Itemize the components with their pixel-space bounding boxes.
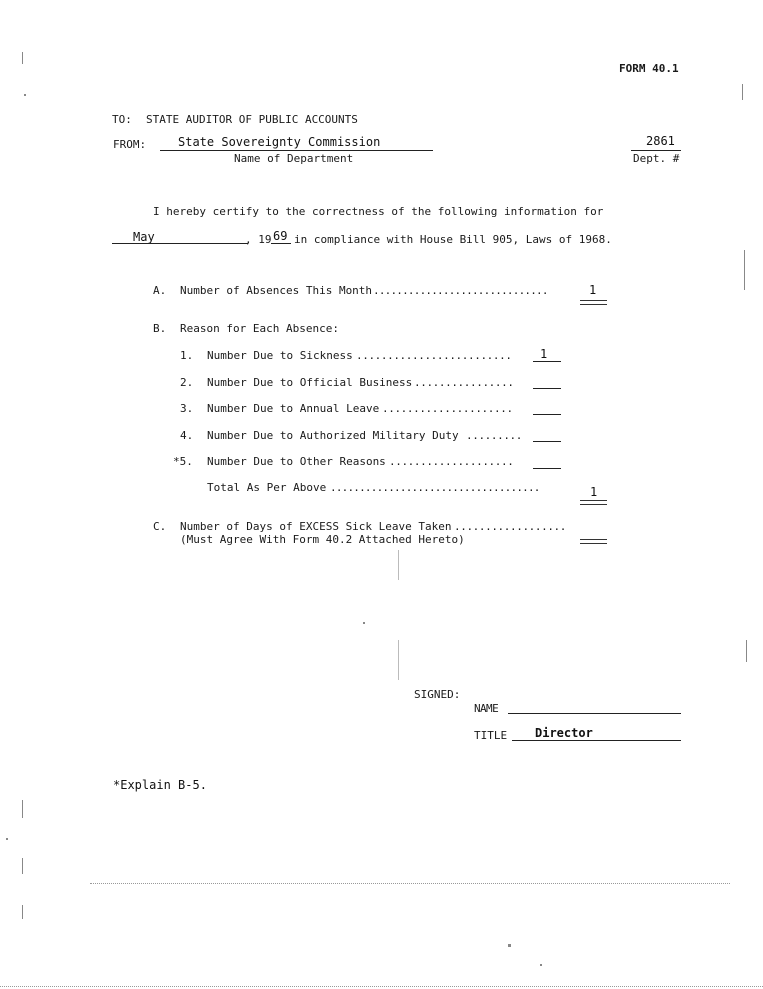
- scan-mark-left-1: [22, 52, 23, 64]
- scan-mark-right-1: [742, 84, 743, 100]
- to-label: TO:: [112, 113, 132, 126]
- section-a-value: 1: [589, 283, 597, 297]
- month-line: [112, 243, 248, 244]
- b4-label: Number Due to Authorized Military Duty: [207, 429, 459, 442]
- b3-number: 3.: [180, 402, 194, 415]
- department-name-line: [160, 150, 433, 151]
- section-c-label: Number of Days of EXCESS Sick Leave Taken: [180, 520, 452, 533]
- scan-dotted-row-2: [0, 986, 763, 987]
- b3-blank: [533, 414, 561, 415]
- scan-mark-dot-2: [508, 944, 511, 947]
- dept-number: 2861: [646, 134, 675, 148]
- b1-number: 1.: [180, 349, 194, 362]
- b5-leader: ....................: [389, 455, 514, 468]
- b4-blank: [533, 441, 561, 442]
- b2-blank: [533, 388, 561, 389]
- b1-value: 1: [540, 347, 548, 361]
- title-label: TITLE: [474, 729, 508, 742]
- name-label: NAME: [474, 702, 499, 715]
- year-value: 69: [273, 229, 288, 243]
- department-name: State Sovereignty Commission: [178, 135, 381, 149]
- scan-mark-left-2: [24, 94, 26, 96]
- compliance-text: in compliance with House Bill 905, Laws of 1968.: [294, 233, 612, 246]
- section-a-letter: A.: [153, 284, 167, 297]
- b3-label: Number Due to Annual Leave: [207, 402, 380, 415]
- scan-mark-dot-1: [363, 622, 365, 624]
- scan-mark-center-2: [398, 640, 399, 680]
- scan-mark-right-3: [746, 640, 747, 662]
- scan-mark-left-6: [22, 905, 23, 919]
- b1-blank: [533, 361, 561, 362]
- certify-text: I hereby certify to the correctness of the following information for: [153, 205, 604, 218]
- section-c-leader: ..................: [454, 520, 567, 533]
- b2-label: Number Due to Official Business: [207, 376, 413, 389]
- total-value: 1: [590, 485, 598, 499]
- signed-label: SIGNED:: [414, 688, 461, 701]
- footnote: *Explain B-5.: [113, 778, 207, 792]
- section-a-label: Number of Absences This Month: [180, 284, 373, 297]
- b1-leader: .........................: [356, 349, 512, 362]
- department-caption: Name of Department: [234, 152, 354, 165]
- section-a-total-rule: [580, 300, 607, 305]
- section-c-note: (Must Agree With Form 40.2 Attached Hereto): [180, 533, 465, 546]
- scan-dotted-row-1: [90, 883, 730, 884]
- form-number: FORM 40.1: [619, 62, 679, 75]
- b2-leader: ................: [414, 376, 514, 389]
- b1-label: Number Due to Sickness: [207, 349, 353, 362]
- b4-leader: .........: [466, 429, 523, 442]
- section-b-label: Reason for Each Absence:: [180, 322, 339, 335]
- dept-number-line: [631, 150, 681, 151]
- scan-mark-left-3: [22, 800, 23, 818]
- b3-leader: .....................: [382, 402, 513, 415]
- scan-mark-center-1: [398, 550, 399, 580]
- scan-mark-left-5: [22, 858, 23, 874]
- title-value: Director: [535, 726, 593, 740]
- b2-number: 2.: [180, 376, 194, 389]
- scan-mark-right-2: [744, 250, 745, 290]
- section-a-leader: ..............................: [373, 284, 548, 297]
- total-leader: ....................................: [330, 481, 540, 494]
- total-rule: [580, 500, 607, 505]
- b5-label: Number Due to Other Reasons: [207, 455, 386, 468]
- from-label: FROM:: [113, 138, 147, 151]
- total-label: Total As Per Above: [207, 481, 327, 494]
- dept-caption: Dept. #: [633, 152, 680, 165]
- year-line: [271, 243, 291, 244]
- name-line: [508, 713, 681, 714]
- section-b-letter: B.: [153, 322, 167, 335]
- month-value: May: [133, 230, 155, 244]
- b4-number: 4.: [180, 429, 194, 442]
- b5-number: *5.: [173, 455, 193, 468]
- section-c-rule: [580, 539, 607, 544]
- scan-mark-dot-3: [540, 964, 542, 966]
- to-value: STATE AUDITOR OF PUBLIC ACCOUNTS: [146, 113, 358, 126]
- scan-mark-left-4: [6, 838, 8, 840]
- title-line: [512, 740, 681, 741]
- b5-blank: [533, 468, 561, 469]
- year-prefix: , 19: [245, 233, 272, 246]
- section-c-letter: C.: [153, 520, 167, 533]
